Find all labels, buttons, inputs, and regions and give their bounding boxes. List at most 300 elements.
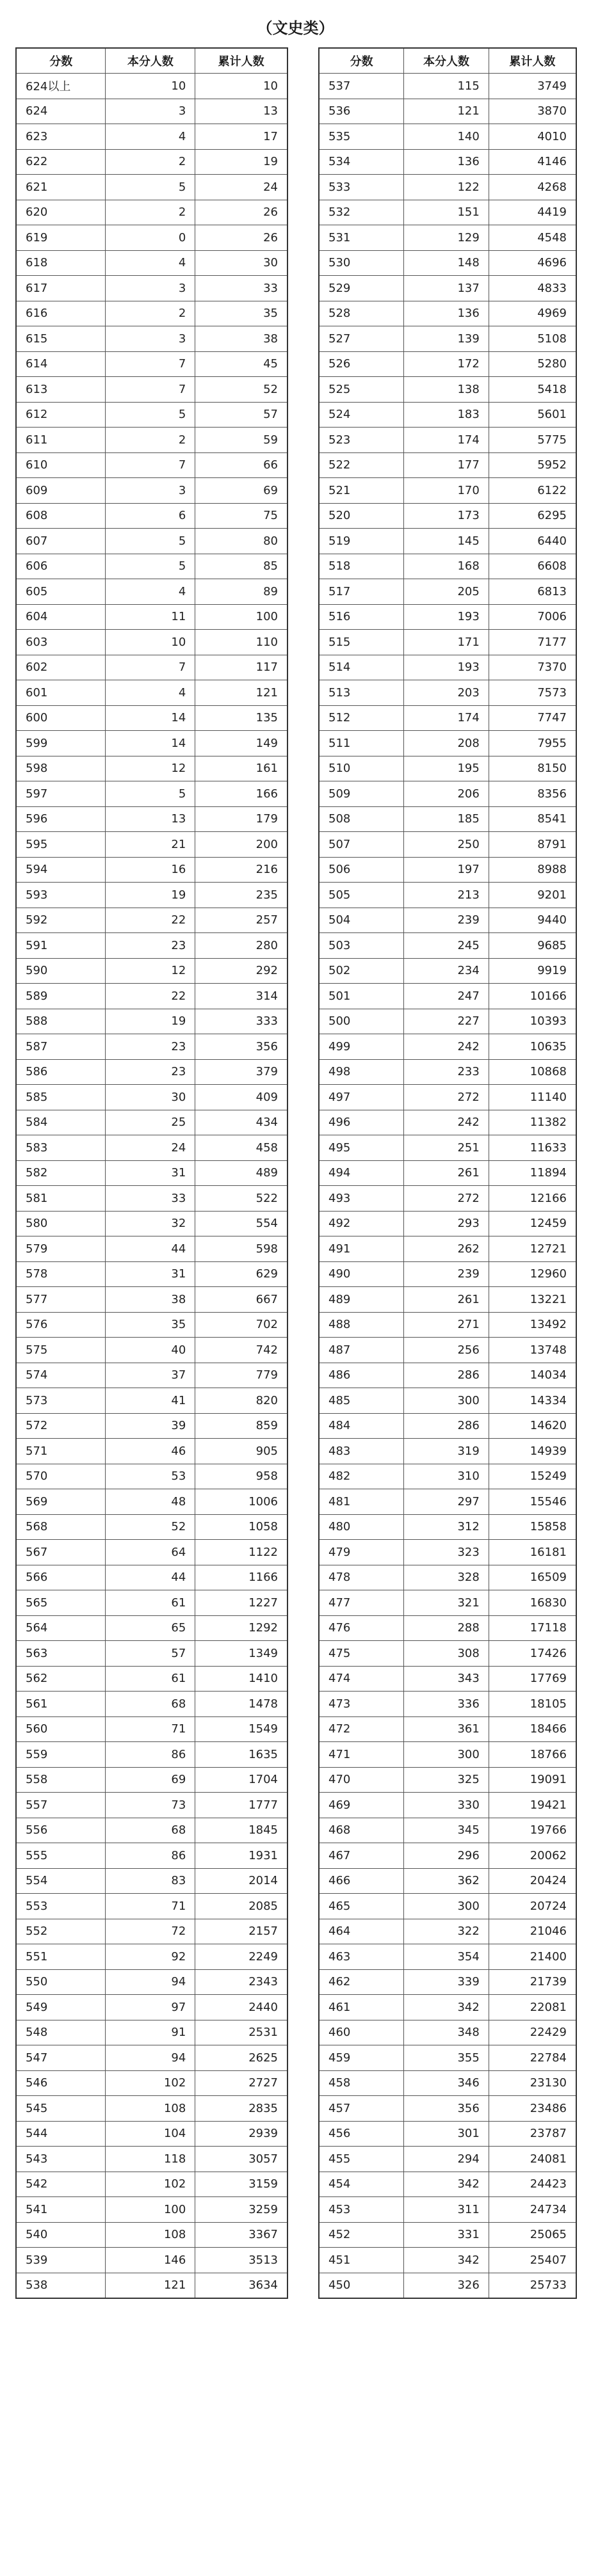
count-cell: 319: [404, 1439, 489, 1464]
cumulative-cell: 38: [195, 326, 287, 352]
score-cell: 537: [319, 74, 404, 99]
score-cell: 470: [319, 1767, 404, 1793]
table-row: [319, 806, 576, 832]
cumulative-cell: 314: [195, 984, 287, 1009]
cumulative-cell: 9685: [489, 933, 576, 959]
cumulative-cell: 69: [195, 478, 287, 504]
cumulative-cell: 6440: [489, 529, 576, 554]
header-count: 本分人数: [106, 48, 195, 74]
cumulative-cell: 11894: [489, 1160, 576, 1186]
score-cell: 622: [16, 149, 106, 175]
count-cell: 16: [106, 857, 195, 883]
cumulative-cell: 356: [195, 1034, 287, 1060]
cumulative-cell: 26: [195, 200, 287, 225]
cumulative-cell: 8541: [489, 806, 576, 832]
score-cell: 552: [16, 1919, 106, 1944]
count-cell: 4: [106, 579, 195, 605]
table-row: [319, 933, 576, 959]
table-row: [319, 1338, 576, 1363]
score-cell: 617: [16, 276, 106, 301]
table-row: [319, 2020, 576, 2045]
cumulative-cell: 2014: [195, 1868, 287, 1894]
table-row: [16, 1716, 287, 1742]
table-row: [16, 175, 287, 200]
count-cell: 122: [404, 175, 489, 200]
count-cell: 330: [404, 1793, 489, 1818]
score-cell: 561: [16, 1692, 106, 1717]
count-cell: 64: [106, 1540, 195, 1565]
score-cell: 497: [319, 1085, 404, 1110]
table-row: [319, 1135, 576, 1161]
count-cell: 57: [106, 1641, 195, 1667]
table-row: [16, 1085, 287, 1110]
table-row: [319, 2273, 576, 2298]
count-cell: 121: [404, 99, 489, 124]
cumulative-cell: 2939: [195, 2121, 287, 2147]
score-cell: 602: [16, 655, 106, 680]
cumulative-cell: 3634: [195, 2273, 287, 2298]
count-cell: 7: [106, 452, 195, 478]
score-cell: 614: [16, 351, 106, 377]
table-row: [319, 478, 576, 504]
table-row: [319, 1615, 576, 1641]
table-row: [16, 1692, 287, 1717]
cumulative-cell: 66: [195, 452, 287, 478]
cumulative-cell: 13492: [489, 1312, 576, 1338]
count-cell: 94: [106, 2045, 195, 2071]
table-row: [319, 1742, 576, 1768]
cumulative-cell: 554: [195, 1211, 287, 1236]
count-cell: 41: [106, 1388, 195, 1414]
table-row: [16, 2197, 287, 2223]
score-cell: 595: [16, 832, 106, 858]
count-cell: 25: [106, 1110, 195, 1135]
table-row: [319, 1969, 576, 1995]
count-cell: 129: [404, 225, 489, 251]
cumulative-cell: 7573: [489, 680, 576, 706]
cumulative-cell: 1410: [195, 1666, 287, 1692]
score-cell: 570: [16, 1464, 106, 1489]
table-row: [16, 1894, 287, 1919]
score-cell: 502: [319, 958, 404, 984]
count-cell: 115: [404, 74, 489, 99]
count-cell: 97: [106, 1995, 195, 2020]
table-row: [16, 124, 287, 150]
count-cell: 104: [106, 2121, 195, 2147]
cumulative-cell: 9201: [489, 883, 576, 908]
score-cell: 474: [319, 1666, 404, 1692]
table-row: [16, 1969, 287, 1995]
count-cell: 12: [106, 756, 195, 781]
table-row: [16, 933, 287, 959]
cumulative-cell: 12960: [489, 1261, 576, 1287]
score-cell: 624以上: [16, 74, 106, 99]
score-cell: 469: [319, 1793, 404, 1818]
cumulative-cell: 4969: [489, 301, 576, 326]
count-cell: 213: [404, 883, 489, 908]
table-row: [16, 74, 287, 99]
cumulative-cell: 161: [195, 756, 287, 781]
count-cell: 245: [404, 933, 489, 959]
cumulative-cell: 905: [195, 1439, 287, 1464]
score-cell: 615: [16, 326, 106, 352]
count-cell: 300: [404, 1894, 489, 1919]
count-cell: 2: [106, 428, 195, 453]
table-row: [319, 1085, 576, 1110]
table-row: [319, 1160, 576, 1186]
score-cell: 548: [16, 2020, 106, 2045]
count-cell: 19: [106, 1009, 195, 1034]
cumulative-cell: 1349: [195, 1641, 287, 1667]
table-row: [319, 149, 576, 175]
score-cell: 503: [319, 933, 404, 959]
cumulative-cell: 333: [195, 1009, 287, 1034]
count-cell: 19: [106, 883, 195, 908]
score-cell: 526: [319, 351, 404, 377]
score-cell: 457: [319, 2096, 404, 2122]
cumulative-cell: 121: [195, 680, 287, 706]
score-cell: 544: [16, 2121, 106, 2147]
table-row: [319, 655, 576, 680]
cumulative-cell: 2157: [195, 1919, 287, 1944]
table-row: [16, 1236, 287, 1262]
count-cell: 5: [106, 529, 195, 554]
score-cell: 465: [319, 1894, 404, 1919]
cumulative-cell: 12459: [489, 1211, 576, 1236]
table-row: [16, 883, 287, 908]
count-cell: 339: [404, 1969, 489, 1995]
table-row: [16, 428, 287, 453]
cumulative-cell: 11382: [489, 1110, 576, 1135]
cumulative-cell: 25733: [489, 2273, 576, 2298]
score-cell: 620: [16, 200, 106, 225]
score-cell: 520: [319, 503, 404, 529]
cumulative-cell: 6813: [489, 579, 576, 605]
cumulative-cell: 5775: [489, 428, 576, 453]
table-row: [319, 857, 576, 883]
table-row: [319, 554, 576, 579]
count-cell: 37: [106, 1363, 195, 1388]
count-cell: 31: [106, 1160, 195, 1186]
cumulative-cell: 2085: [195, 1894, 287, 1919]
cumulative-cell: 18766: [489, 1742, 576, 1768]
score-cell: 510: [319, 756, 404, 781]
table-row: [319, 1716, 576, 1742]
score-cell: 568: [16, 1514, 106, 1540]
table-row: [319, 1186, 576, 1212]
cumulative-cell: 23787: [489, 2121, 576, 2147]
cumulative-cell: 3159: [195, 2172, 287, 2197]
count-cell: 362: [404, 1868, 489, 1894]
cumulative-cell: 629: [195, 1261, 287, 1287]
cumulative-cell: 15858: [489, 1514, 576, 1540]
score-cell: 621: [16, 175, 106, 200]
count-cell: 247: [404, 984, 489, 1009]
count-cell: 100: [106, 2197, 195, 2223]
count-cell: 136: [404, 149, 489, 175]
cumulative-cell: 3749: [489, 74, 576, 99]
cumulative-cell: 20424: [489, 1868, 576, 1894]
table-body-left: [16, 74, 287, 2298]
cumulative-cell: 35: [195, 301, 287, 326]
cumulative-cell: 13: [195, 99, 287, 124]
table-row: [16, 655, 287, 680]
score-cell: 506: [319, 857, 404, 883]
count-cell: 139: [404, 326, 489, 352]
count-cell: 170: [404, 478, 489, 504]
count-cell: 342: [404, 2172, 489, 2197]
score-cell: 486: [319, 1363, 404, 1388]
count-cell: 5: [106, 402, 195, 428]
cumulative-cell: 1478: [195, 1692, 287, 1717]
score-cell: 468: [319, 1818, 404, 1843]
cumulative-cell: 17: [195, 124, 287, 150]
score-cell: 455: [319, 2147, 404, 2172]
table-row: [319, 1590, 576, 1616]
score-cell: 560: [16, 1716, 106, 1742]
cumulative-cell: 4419: [489, 200, 576, 225]
score-cell: 532: [319, 200, 404, 225]
table-row: [319, 503, 576, 529]
count-cell: 137: [404, 276, 489, 301]
count-cell: 321: [404, 1590, 489, 1616]
header-cumulative: 累计人数: [489, 48, 576, 74]
table-row: [319, 579, 576, 605]
cumulative-cell: 5418: [489, 377, 576, 403]
count-cell: 312: [404, 1514, 489, 1540]
cumulative-cell: 24: [195, 175, 287, 200]
cumulative-cell: 1635: [195, 1742, 287, 1768]
table-row: [16, 2273, 287, 2298]
cumulative-cell: 3513: [195, 2248, 287, 2273]
table-row: [16, 680, 287, 706]
count-cell: 288: [404, 1615, 489, 1641]
count-cell: 325: [404, 1767, 489, 1793]
cumulative-cell: 4146: [489, 149, 576, 175]
score-cell: 495: [319, 1135, 404, 1161]
score-cell: 549: [16, 1995, 106, 2020]
score-cell: 459: [319, 2045, 404, 2071]
cumulative-cell: 7955: [489, 731, 576, 756]
cumulative-cell: 742: [195, 1338, 287, 1363]
table-row: [319, 99, 576, 124]
count-cell: 23: [106, 933, 195, 959]
cumulative-cell: 30: [195, 250, 287, 276]
score-cell: 490: [319, 1261, 404, 1287]
cumulative-cell: 85: [195, 554, 287, 579]
score-cell: 574: [16, 1363, 106, 1388]
cumulative-cell: 1166: [195, 1565, 287, 1590]
table-row: [16, 1843, 287, 1869]
score-cell: 518: [319, 554, 404, 579]
score-cell: 558: [16, 1767, 106, 1793]
table-row: [319, 883, 576, 908]
score-cell: 609: [16, 478, 106, 504]
count-cell: 138: [404, 377, 489, 403]
cumulative-cell: 3367: [195, 2222, 287, 2248]
cumulative-cell: 14034: [489, 1363, 576, 1388]
cumulative-cell: 117: [195, 655, 287, 680]
score-cell: 575: [16, 1338, 106, 1363]
table-row: [16, 225, 287, 251]
cumulative-cell: 8988: [489, 857, 576, 883]
score-cell: 482: [319, 1464, 404, 1489]
score-cell: 488: [319, 1312, 404, 1338]
table-row: [16, 529, 287, 554]
cumulative-cell: 5280: [489, 351, 576, 377]
score-cell: 451: [319, 2248, 404, 2273]
score-cell: 587: [16, 1034, 106, 1060]
cumulative-cell: 3057: [195, 2147, 287, 2172]
count-cell: 22: [106, 984, 195, 1009]
count-cell: 31: [106, 1261, 195, 1287]
table-row: [16, 984, 287, 1009]
score-cell: 594: [16, 857, 106, 883]
score-cell: 521: [319, 478, 404, 504]
table-row: [16, 857, 287, 883]
score-cell: 516: [319, 604, 404, 630]
cumulative-cell: 17118: [489, 1615, 576, 1641]
score-cell: 611: [16, 428, 106, 453]
count-cell: 271: [404, 1312, 489, 1338]
table-row: [319, 1464, 576, 1489]
cumulative-cell: 6608: [489, 554, 576, 579]
count-cell: 14: [106, 731, 195, 756]
cumulative-cell: 23486: [489, 2096, 576, 2122]
cumulative-cell: 4833: [489, 276, 576, 301]
table-row: [16, 503, 287, 529]
table-row: [319, 452, 576, 478]
cumulative-cell: 9440: [489, 908, 576, 933]
score-cell: 545: [16, 2096, 106, 2122]
score-cell: 536: [319, 99, 404, 124]
score-cell: 579: [16, 1236, 106, 1262]
count-cell: 300: [404, 1388, 489, 1414]
count-cell: 171: [404, 630, 489, 655]
cumulative-cell: 16181: [489, 1540, 576, 1565]
count-cell: 21: [106, 832, 195, 858]
table-row: [319, 1818, 576, 1843]
count-cell: 72: [106, 1919, 195, 1944]
count-cell: 256: [404, 1338, 489, 1363]
cumulative-cell: 14334: [489, 1388, 576, 1414]
score-cell: 589: [16, 984, 106, 1009]
table-row: [16, 1793, 287, 1818]
table-row: [319, 1944, 576, 1970]
count-cell: 71: [106, 1894, 195, 1919]
count-cell: 250: [404, 832, 489, 858]
count-cell: 44: [106, 1236, 195, 1262]
table-row: [16, 1160, 287, 1186]
table-body-right: [319, 74, 576, 2298]
count-cell: 121: [106, 2273, 195, 2298]
count-cell: 251: [404, 1135, 489, 1161]
cumulative-cell: 859: [195, 1413, 287, 1439]
count-cell: 193: [404, 604, 489, 630]
table-row: [16, 301, 287, 326]
cumulative-cell: 2440: [195, 1995, 287, 2020]
table-row: [319, 250, 576, 276]
table-row: [16, 2147, 287, 2172]
header-score: 分数: [16, 48, 106, 74]
table-row: [319, 1767, 576, 1793]
header-score: 分数: [319, 48, 404, 74]
cumulative-cell: 409: [195, 1085, 287, 1110]
table-row: [16, 99, 287, 124]
score-cell: 531: [319, 225, 404, 251]
count-cell: 145: [404, 529, 489, 554]
score-cell: 588: [16, 1009, 106, 1034]
table-row: [319, 1110, 576, 1135]
table-row: [16, 2121, 287, 2147]
score-cell: 624: [16, 99, 106, 124]
table-row: [16, 1514, 287, 1540]
count-cell: 2: [106, 149, 195, 175]
cumulative-cell: 21046: [489, 1919, 576, 1944]
count-cell: 39: [106, 1413, 195, 1439]
score-cell: 476: [319, 1615, 404, 1641]
score-cell: 542: [16, 2172, 106, 2197]
cumulative-cell: 3259: [195, 2197, 287, 2223]
cumulative-cell: 22429: [489, 2020, 576, 2045]
header-cumulative: 累计人数: [195, 48, 287, 74]
count-cell: 354: [404, 1944, 489, 1970]
count-cell: 293: [404, 1211, 489, 1236]
cumulative-cell: 1122: [195, 1540, 287, 1565]
score-table-left: [15, 47, 288, 2299]
score-cell: 458: [319, 2070, 404, 2096]
table-row: [16, 2045, 287, 2071]
count-cell: 7: [106, 351, 195, 377]
cumulative-cell: 10635: [489, 1034, 576, 1060]
score-cell: 577: [16, 1287, 106, 1313]
score-cell: 590: [16, 958, 106, 984]
table-row: [16, 958, 287, 984]
table-row: [16, 1439, 287, 1464]
cumulative-cell: 24423: [489, 2172, 576, 2197]
table-row: [16, 478, 287, 504]
score-cell: 540: [16, 2222, 106, 2248]
count-cell: 343: [404, 1666, 489, 1692]
count-cell: 174: [404, 705, 489, 731]
count-cell: 185: [404, 806, 489, 832]
table-row: [16, 1034, 287, 1060]
score-cell: 534: [319, 149, 404, 175]
cumulative-cell: 4268: [489, 175, 576, 200]
cumulative-cell: 52: [195, 377, 287, 403]
score-cell: 456: [319, 2121, 404, 2147]
score-cell: 507: [319, 832, 404, 858]
cumulative-cell: 21400: [489, 1944, 576, 1970]
table-row: [319, 1261, 576, 1287]
count-cell: 65: [106, 1615, 195, 1641]
table-row: [16, 1009, 287, 1034]
cumulative-cell: 16509: [489, 1565, 576, 1590]
cumulative-cell: 19766: [489, 1818, 576, 1843]
score-cell: 477: [319, 1590, 404, 1616]
score-cell: 554: [16, 1868, 106, 1894]
table-row: [16, 806, 287, 832]
count-cell: 4: [106, 680, 195, 706]
count-cell: 261: [404, 1160, 489, 1186]
cumulative-cell: 280: [195, 933, 287, 959]
score-cell: 473: [319, 1692, 404, 1717]
score-cell: 464: [319, 1919, 404, 1944]
cumulative-cell: 4696: [489, 250, 576, 276]
score-cell: 450: [319, 2273, 404, 2298]
table-row: [16, 781, 287, 807]
score-cell: 462: [319, 1969, 404, 1995]
